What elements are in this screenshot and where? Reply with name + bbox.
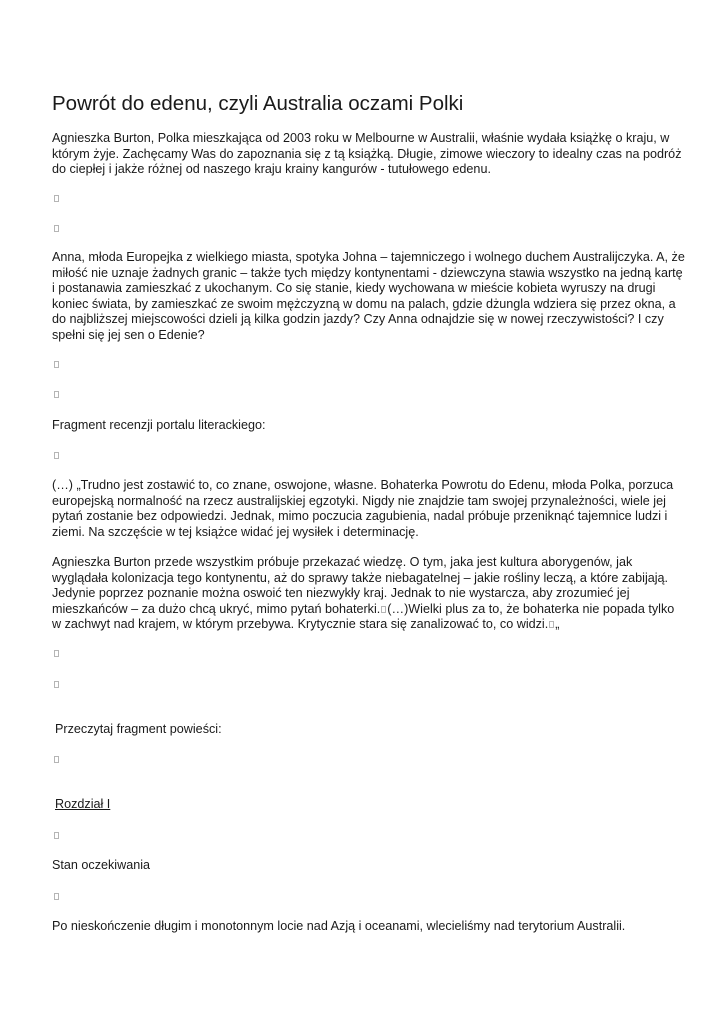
missing-glyph-icon <box>54 756 59 763</box>
review-line-part: mieszkańców – za dużo chcą ukryć, mimo pytań bohaterki. <box>52 601 381 616</box>
review-line-part: w zachwyt nad krajem, w którym przebywa. Krytycznie stara się zanalizować to, co widzi. <box>52 617 549 632</box>
review-line <box>52 601 675 618</box>
synopsis-paragraph <box>52 250 685 344</box>
intro-line: do ciepłej i jakże różnej od naszego kraju krainy kangurów - tutułowego edenu. <box>52 162 491 177</box>
missing-glyph-icon <box>54 361 59 368</box>
review-heading: Fragment recenzji portalu literackiego: <box>52 418 266 432</box>
review-line: Agnieszka Burton przede wszystkim próbuje przekazać wiedzę. O tym, jaka jest kultura aborygenów, jak <box>52 555 633 569</box>
novel-prompt: Przeczytaj fragment powieści: <box>55 722 222 736</box>
synopsis-line: do najbliższej miejscowości dzieli ją kilka godzin jazdy? Czy Anna odnajdzie się w nowej rzeczywistości? I czy <box>52 312 664 327</box>
missing-glyph-icon <box>54 391 59 398</box>
review-line: pytań zostanie bez odpowiedzi. Jednak, mimo poczucia zagubienia, nadal próbuje przeniknąć tajemnice ludzi i <box>52 509 668 524</box>
review-line: (…) „Trudno jest zostawić to, co znane, oswojone, własne. Bohaterka Powrotu do Edenu, młoda Polka, porzuca <box>52 478 674 492</box>
synopsis-line: miłość nie uznaje żadnych granic – także tych między kontynentami - dziewczyna stawia wszystko na jedną kartę <box>52 265 683 280</box>
review-line-part: (…)Wielki plus za to, że bohaterka nie popada tylko <box>387 601 675 616</box>
missing-glyph-icon <box>54 681 59 688</box>
section-heading: Stan oczekiwania <box>52 858 151 872</box>
review-paragraph-1 <box>52 478 672 540</box>
document-title: Powrót do edenu, czyli Australia oczami Polki <box>52 92 464 115</box>
novel-first-line: Po nieskończenie długim i monotonnym locie nad Azją i oceanami, wlecieliśmy nad terytorium Australii. <box>52 919 626 933</box>
missing-glyph-icon <box>54 832 59 839</box>
intro-line: którym żyje. Zachęcamy Was do zapoznania się z tą książką. Długie, zimowe wieczory to idealny czas na podróż <box>52 146 682 161</box>
missing-glyph-icon <box>381 606 386 613</box>
missing-glyph-icon <box>549 621 554 628</box>
review-line: ziemi. Na szczęście w tej książce widać jej wysiłek i determinację. <box>52 524 419 539</box>
missing-glyph-icon <box>54 452 59 459</box>
chapter-heading: Rozdział I <box>55 797 111 811</box>
review-line <box>52 617 672 633</box>
review-line-part: „ <box>555 617 560 632</box>
synopsis-line: Anna, młoda Europejka z wielkiego miasta, spotyka Johna – tajemniczego i wolnego duchem Australijczyka. A, że <box>52 250 685 264</box>
review-line: Jedynie poprzez poznanie można oswoić ten niezwykły kraj. Jednak to nie wystarcza, aby zrozumieć jej <box>52 586 630 601</box>
synopsis-line: koniec świata, by zamieszkać ze swoim mężczyzną w domu na palach, gdzie dżungla wdziera się przez okna, a <box>52 296 676 311</box>
review-line: europejską normalność na rzecz australijskiej egzotyki. Nigdy nie znajdzie tam swojej przynależności, wiele jej <box>52 493 666 508</box>
intro-line: Agnieszka Burton, Polka mieszkająca od 2003 roku w Melbourne w Australii, właśnie wydała książkę o kraju, w <box>52 131 670 145</box>
review-paragraph-2 <box>52 555 675 633</box>
missing-glyph-icon <box>54 195 59 202</box>
missing-glyph-icon <box>54 225 59 232</box>
intro-paragraph <box>52 131 682 178</box>
synopsis-line: i postanawia zamieszkać z ukochanym. Co się stanie, kiedy wychowana w mieście kobieta wyruszy na drugi <box>52 281 656 296</box>
missing-glyph-icon <box>54 650 59 657</box>
synopsis-line: spełni się jej sen o Edenie? <box>52 327 205 342</box>
missing-glyph-icon <box>54 893 59 900</box>
review-line: wyglądała kolonizacja tego kontynentu, aż do sprawy także niebagatelnej – jakie rośliny leczą, a które zabijają. <box>52 570 669 585</box>
